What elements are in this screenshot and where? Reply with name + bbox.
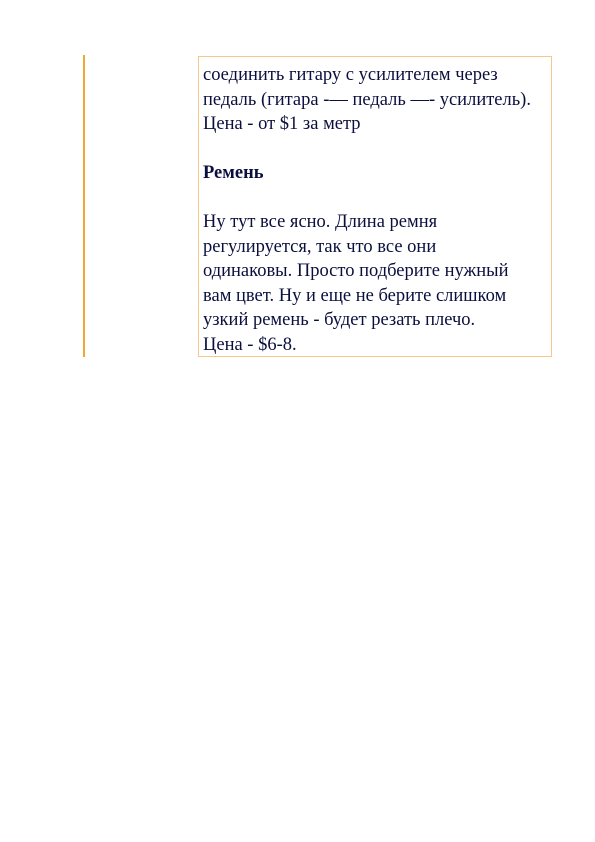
left-margin-rule xyxy=(83,55,85,357)
section-heading: Ремень xyxy=(203,163,264,183)
text-line: одинаковы. Просто подберите нужный xyxy=(203,261,509,281)
text-line: узкий ремень - будет резать плечо. xyxy=(203,310,476,330)
body-paragraph xyxy=(203,210,551,357)
article-text-box xyxy=(198,56,552,357)
text-line: Цена - $6-8. xyxy=(203,334,297,355)
intro-paragraph xyxy=(203,63,551,137)
text-line: Ну тут все ясно. Длина ремня xyxy=(203,212,438,232)
text-line: вам цвет. Ну и еще не берите слишком xyxy=(203,285,507,306)
text-line: Цена - от $1 за метр xyxy=(203,114,361,134)
text-line: регулируется, так что все они xyxy=(203,236,437,257)
text-line: педаль (гитара -— педаль —- усилитель). xyxy=(203,89,531,110)
text-line: соединить гитару с усилителем через xyxy=(203,65,498,85)
